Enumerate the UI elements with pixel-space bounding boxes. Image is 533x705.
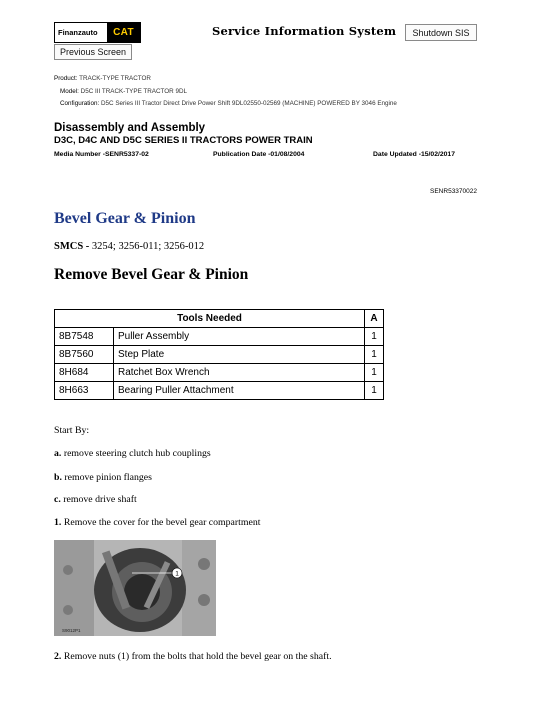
finanzauto-cat-logo	[54, 22, 141, 43]
shutdown-sis-button[interactable]: Shutdown SIS	[405, 24, 477, 41]
tool-quantity: 1	[365, 328, 384, 346]
tool-name: Bearing Puller Attachment	[114, 382, 365, 400]
publication-date: Publication Date -01/08/2004	[213, 151, 305, 158]
product-line	[54, 75, 151, 82]
table-row	[55, 328, 384, 346]
cat-wordmark: CAT	[107, 23, 140, 42]
prereq-c-label: c.	[54, 494, 61, 505]
callout-1: 1	[175, 570, 179, 578]
step-1	[54, 517, 260, 528]
prereq-c-text: remove drive shaft	[63, 494, 137, 505]
model-line	[60, 88, 187, 95]
tool-quantity: 1	[365, 382, 384, 400]
model-value: D5C III TRACK-TYPE TRACTOR 9DL	[80, 88, 188, 95]
section-title: Bevel Gear & Pinion	[54, 210, 196, 227]
step-2	[54, 651, 332, 662]
procedure-title: Remove Bevel Gear & Pinion	[54, 266, 249, 283]
finanzauto-wordmark: Finanzauto	[55, 23, 107, 42]
tools-header-row	[55, 310, 384, 328]
prereq-a-label: a.	[54, 448, 62, 459]
smcs-values: 3254; 3256-011; 3256-012	[91, 241, 205, 252]
system-title: Service Information System	[212, 24, 397, 38]
product-key: Product:	[54, 75, 78, 82]
table-row	[55, 346, 384, 364]
step-1-label: 1.	[54, 517, 62, 528]
configuration-line	[60, 100, 397, 107]
tool-name: Step Plate	[114, 346, 365, 364]
step-1-text: Remove the cover for the bevel gear compartment	[63, 517, 261, 528]
prereq-c	[54, 494, 137, 505]
prereq-b-label: b.	[54, 472, 62, 483]
step-2-label: 2.	[54, 651, 62, 662]
tool-part-number: 8B7560	[55, 346, 114, 364]
step-2-text: Remove nuts (1) from the bolts that hold the bevel gear on the shaft.	[63, 651, 332, 662]
prereq-a	[54, 448, 211, 459]
model-key: Model:	[60, 88, 79, 95]
tools-header: Tools Needed	[55, 310, 365, 328]
tools-col-a: A	[365, 310, 384, 328]
date-updated: Date Updated -15/02/2017	[373, 151, 455, 158]
start-by-label: Start By:	[54, 425, 90, 436]
smcs-codes	[54, 241, 204, 252]
tool-quantity: 1	[365, 364, 384, 382]
prereq-b	[54, 472, 152, 483]
photo-id: S9012P1	[62, 628, 81, 633]
document-id: SENR53370022	[430, 188, 477, 195]
tool-part-number: 8H663	[55, 382, 114, 400]
doc-heading: Disassembly and Assembly	[54, 122, 206, 134]
prereq-b-text: remove pinion flanges	[64, 472, 152, 483]
bevel-gear-compartment-photo	[54, 540, 216, 636]
configuration-value: D5C Series III Tractor Direct Drive Power Shift 9DL02550-02569 (MACHINE) POWERED BY 3046 Engine	[100, 100, 397, 107]
photo-illustration	[54, 540, 216, 636]
configuration-key: Configuration:	[60, 100, 100, 107]
tools-needed-table	[54, 309, 384, 400]
previous-screen-button[interactable]: Previous Screen	[54, 44, 132, 60]
tool-part-number: 8B7548	[55, 328, 114, 346]
smcs-label: SMCS -	[54, 241, 90, 252]
table-row	[55, 382, 384, 400]
tool-name: Puller Assembly	[114, 328, 365, 346]
doc-series: D3C, D4C AND D5C SERIES II TRACTORS POWER TRAIN	[54, 135, 313, 146]
prereq-a-text: remove steering clutch hub couplings	[63, 448, 211, 459]
table-row	[55, 364, 384, 382]
tool-part-number: 8H684	[55, 364, 114, 382]
tool-quantity: 1	[365, 346, 384, 364]
media-number: Media Number -SENR5337-02	[54, 151, 149, 158]
product-value: TRACK-TYPE TRACTOR	[79, 75, 151, 82]
tool-name: Ratchet Box Wrench	[114, 364, 365, 382]
